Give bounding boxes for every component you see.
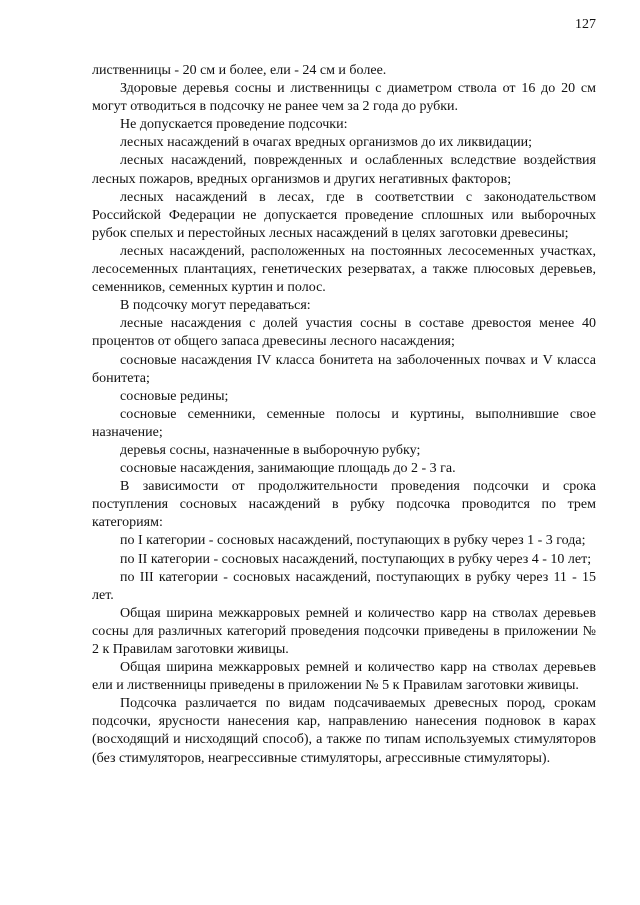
list-item: сосновые редины; [120,388,229,404]
list-item: лесных насаждений, поврежденных и ослабленных вследствие воздействия лесных пожаров, вредных организмов и других негативных факторов; [92,153,596,187]
list-item: деревья сосны, назначенные в выборочную рубку; [120,442,421,458]
list-item: лесных насаждений в лесах, где в соответствии с законодательством Российской Федерации не допускается проведение сплошных или выборочных рубок спелых и перестойных лесных насаждений в целях заготовки древесины; [92,189,596,241]
list-item: лесных насаждений, расположенных на постоянных лесосеменных участках, лесосеменных плантациях, генетических резерватах, а также плюсовых деревьев, семенников, семенных куртин и полос. [92,243,596,296]
paragraph: Общая ширина межкарровых ремней и количество карр на стволах деревьев сосны для различных категорий проведения подсочки приведены в приложении № 2 к Правилам заготовки живицы. [92,605,596,657]
paragraph: В подсочку могут передаваться: [120,298,311,314]
list-item: по II категории - сосновых насаждений, поступающих в рубку через 4 - 10 лет; [120,551,592,567]
body-text [92,62,596,768]
paragraph: В зависимости от продолжительности проведения подсочки и срока поступления сосновых насаждений в рубку подсочка проводится по трем категориям: [92,479,596,531]
list-item: сосновые насаждения IV класса бонитета на заболоченных почвах и V класса бонитета; [92,352,596,386]
list-item: по III категории - сосновых насаждений, поступающих в рубку через 11 - 15 лет. [92,569,596,603]
paragraph: Подсочка различается по видам подсачиваемых древесных пород, срокам подсочки, ярусности нанесения кар, направлению нанесения подновок в карах (восходящий и нисходящий способ), а также по типам используемых стимуляторов (без стимуляторов, неагрессивные стимуляторы, агрессивные стимуляторы). [92,696,596,766]
paragraph: Здоровые деревья сосны и лиственницы с диаметром ствола от 16 до 20 см могут отводиться в подсочку не ранее чем за 2 года до рубки. [92,81,596,115]
list-item: лесные насаждения с долей участия сосны в составе древостоя менее 40 процентов от общего запаса древесины лесного насаждения; [92,316,596,350]
list-item: сосновые насаждения, занимающие площадь до 2 - 3 га. [120,461,456,477]
list-item: по I категории - сосновых насаждений, поступающих в рубку через 1 - 3 года; [120,533,586,549]
list-item: сосновые семенники, семенные полосы и куртины, выполнившие свое назначение; [92,406,596,440]
list-item: лесных насаждений в очагах вредных организмов до их ликвидации; [120,135,533,151]
paragraph-continuation: лиственницы - 20 см и более, ели - 24 см и более. [92,63,387,78]
paragraph: Общая ширина межкарровых ремней и количество карр на стволах деревьев ели и лиственницы приведены в приложении № 5 к Правилам заготовки живицы. [92,660,596,694]
page-number: 127 [575,17,596,32]
paragraph: Не допускается проведение подсочки: [120,117,348,133]
